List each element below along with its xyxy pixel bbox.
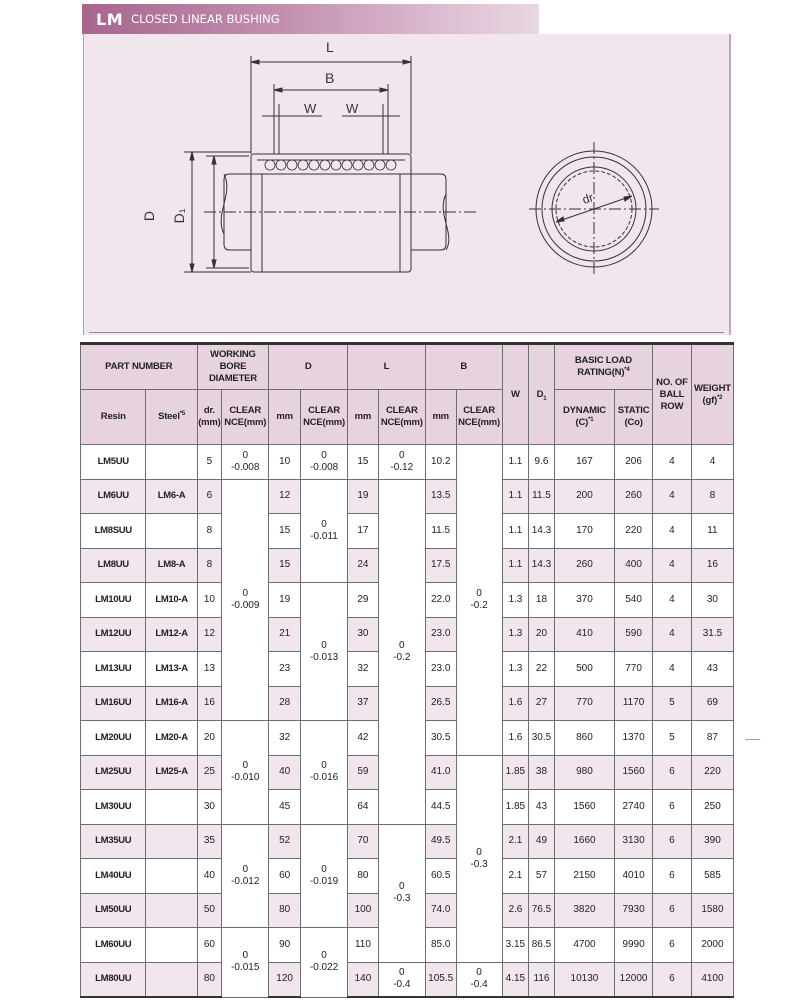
dynamic-load: 200 xyxy=(554,479,614,514)
dynamic-load: 2150 xyxy=(554,859,614,894)
bore-dr: 25 xyxy=(197,755,222,790)
ball-rows: 6 xyxy=(653,755,692,790)
D1-value: 49 xyxy=(529,824,555,859)
static-load: 770 xyxy=(615,652,653,687)
dynamic-load: 770 xyxy=(554,686,614,721)
outer-diameter: 90 xyxy=(269,928,301,963)
bore-dr: 8 xyxy=(197,514,222,549)
resin-part: LM16UU xyxy=(81,686,146,721)
resin-part: LM6UU xyxy=(81,479,146,514)
outer-diameter: 15 xyxy=(269,514,301,549)
header-weight: WEIGHT (gf)$^{*2}$ xyxy=(691,344,733,445)
bore-dr: 80 xyxy=(197,962,222,997)
steel-part xyxy=(146,824,197,859)
W-value: 1.6 xyxy=(502,686,529,721)
B-value: 11.5 xyxy=(425,514,456,549)
bore-tolerance: 0 -0.012 xyxy=(222,824,269,928)
D1-value: 20 xyxy=(529,617,555,652)
length: 42 xyxy=(348,721,379,756)
bore-dr: 12 xyxy=(197,617,222,652)
dynamic-load: 370 xyxy=(554,583,614,618)
resin-part: LM20UU xyxy=(81,721,146,756)
weight: 4 xyxy=(691,445,733,480)
ball-rows: 5 xyxy=(653,721,692,756)
W-value: 1.1 xyxy=(502,548,529,583)
header-resin: Resin xyxy=(81,390,146,445)
W-value: 1.3 xyxy=(502,652,529,687)
D1-value: 27 xyxy=(529,686,555,721)
W-value: 3.15 xyxy=(502,928,529,963)
B-tolerance: 0 -0.3 xyxy=(456,755,502,962)
W-value: 1.85 xyxy=(502,790,529,825)
length: 37 xyxy=(348,686,379,721)
length: 24 xyxy=(348,548,379,583)
series-code: LM xyxy=(96,9,124,29)
resin-part: LM8UU xyxy=(81,548,146,583)
steel-part xyxy=(146,514,197,549)
D-tolerance: 0 -0.011 xyxy=(301,479,348,583)
steel-part xyxy=(146,962,197,997)
ball-rows: 4 xyxy=(653,445,692,480)
header-static: STATIC (Co) xyxy=(615,390,653,445)
outer-diameter: 40 xyxy=(269,755,301,790)
bore-dr: 35 xyxy=(197,824,222,859)
B-value: 17.5 xyxy=(425,548,456,583)
header-basic-load-rating: BASIC LOAD $RATING(N)^{*4}$ xyxy=(554,344,652,390)
label-L: L xyxy=(326,39,334,55)
length: 80 xyxy=(348,859,379,894)
steel-part: LM6-A xyxy=(146,479,197,514)
bore-dr: 30 xyxy=(197,790,222,825)
length: 110 xyxy=(348,928,379,963)
resin-part: LM13UU xyxy=(81,652,146,687)
static-load: 2740 xyxy=(615,790,653,825)
ball-rows: 4 xyxy=(653,514,692,549)
bore-dr: 60 xyxy=(197,928,222,963)
label-D: D xyxy=(141,210,157,222)
L-tolerance: 0 -0.3 xyxy=(378,824,425,962)
resin-part: LM8SUU xyxy=(81,514,146,549)
label-dr: dr xyxy=(580,190,596,207)
static-load: 540 xyxy=(615,583,653,618)
length: 59 xyxy=(348,755,379,790)
dynamic-load: 4700 xyxy=(554,928,614,963)
header-part-number: PART NUMBER xyxy=(81,344,198,390)
bore-dr: 10 xyxy=(197,583,222,618)
D1-value: 116 xyxy=(529,962,555,997)
L-tolerance: 0 -0.4 xyxy=(378,962,425,997)
B-value: 85.0 xyxy=(425,928,456,963)
D-tolerance: 0 -0.013 xyxy=(301,583,348,721)
label-W1: W xyxy=(304,101,317,116)
D-tolerance: 0 -0.022 xyxy=(301,928,348,998)
technical-drawing-panel xyxy=(83,34,731,335)
length: 29 xyxy=(348,583,379,618)
header-bore-clearance: CLEAR NCE(mm) xyxy=(222,390,269,445)
outer-diameter: 10 xyxy=(269,445,301,480)
table-row xyxy=(81,962,734,997)
ball-rows: 4 xyxy=(653,548,692,583)
label-B: B xyxy=(325,70,335,86)
length: 15 xyxy=(348,445,379,480)
dynamic-load: 980 xyxy=(554,755,614,790)
header-L-clearance: CLEAR NCE(mm) xyxy=(378,390,425,445)
steel-part: LM12-A xyxy=(146,617,197,652)
bore-dr: 6 xyxy=(197,479,222,514)
static-load: 220 xyxy=(615,514,653,549)
steel-part: LM20-A xyxy=(146,721,197,756)
L-tolerance: 0 -0.12 xyxy=(378,445,425,480)
length: 32 xyxy=(348,652,379,687)
W-value: 2.1 xyxy=(502,824,529,859)
panel-divider xyxy=(89,332,724,333)
weight: 585 xyxy=(691,859,733,894)
static-load: 1370 xyxy=(615,721,653,756)
static-load: 400 xyxy=(615,548,653,583)
length: 30 xyxy=(348,617,379,652)
outer-diameter: 21 xyxy=(269,617,301,652)
bore-dr: 5 xyxy=(197,445,222,480)
D1-value: 22 xyxy=(529,652,555,687)
outer-diameter: 45 xyxy=(269,790,301,825)
header-D-mm: mm xyxy=(269,390,301,445)
header-D-clearance: CLEAR NCE(mm) xyxy=(301,390,348,445)
header-L-mm: mm xyxy=(348,390,379,445)
header-steel: Steel$^{*5}$ xyxy=(146,390,197,445)
dynamic-load: 167 xyxy=(554,445,614,480)
static-load: 4010 xyxy=(615,859,653,894)
B-value: 44.5 xyxy=(425,790,456,825)
outer-diameter: 32 xyxy=(269,721,301,756)
weight: 1580 xyxy=(691,893,733,928)
weight: 69 xyxy=(691,686,733,721)
steel-part: LM8-A xyxy=(146,548,197,583)
header-B-mm: mm xyxy=(425,390,456,445)
header-no-of-ball-row: NO. OF BALL ROW xyxy=(653,344,692,445)
label-D1: D₁ xyxy=(171,208,187,224)
W-value: 2.1 xyxy=(502,859,529,894)
weight: 30 xyxy=(691,583,733,618)
ball-rows: 4 xyxy=(653,583,692,618)
table-row xyxy=(81,824,734,859)
weight: 87 xyxy=(691,721,733,756)
W-value: 1.1 xyxy=(502,514,529,549)
ball-rows: 4 xyxy=(653,617,692,652)
W-value: 1.3 xyxy=(502,583,529,618)
steel-part: LM16-A xyxy=(146,686,197,721)
ball-rows: 6 xyxy=(653,859,692,894)
weight: 8 xyxy=(691,479,733,514)
length: 17 xyxy=(348,514,379,549)
length: 19 xyxy=(348,479,379,514)
dynamic-load: 170 xyxy=(554,514,614,549)
header-B: B xyxy=(425,344,502,390)
outer-diameter: 23 xyxy=(269,652,301,687)
W-value: 1.6 xyxy=(502,721,529,756)
steel-part xyxy=(146,790,197,825)
weight: 4100 xyxy=(691,962,733,997)
B-value: 74.0 xyxy=(425,893,456,928)
dynamic-load: 1660 xyxy=(554,824,614,859)
B-value: 13.5 xyxy=(425,479,456,514)
bore-dr: 40 xyxy=(197,859,222,894)
dynamic-load: 860 xyxy=(554,721,614,756)
ball-rows: 4 xyxy=(653,479,692,514)
weight: 220 xyxy=(691,755,733,790)
D-tolerance: 0 -0.019 xyxy=(301,824,348,928)
header-dr-mm: dr. (mm) xyxy=(197,390,222,445)
table-row xyxy=(81,479,734,514)
steel-part xyxy=(146,893,197,928)
table-row xyxy=(81,445,734,480)
header-B-clearance: CLEAR NCE(mm) xyxy=(456,390,502,445)
ball-rows: 6 xyxy=(653,962,692,997)
D1-value: 14.3 xyxy=(529,548,555,583)
ball-rows: 6 xyxy=(653,893,692,928)
W-value: 1.1 xyxy=(502,479,529,514)
outer-diameter: 28 xyxy=(269,686,301,721)
D1-value: 57 xyxy=(529,859,555,894)
bore-dr: 13 xyxy=(197,652,222,687)
header-D1: $D_1$ xyxy=(529,344,555,445)
ball-rows: 6 xyxy=(653,928,692,963)
B-value: 30.5 xyxy=(425,721,456,756)
outer-diameter: 12 xyxy=(269,479,301,514)
D-tolerance: 0 -0.008 xyxy=(301,445,348,480)
length: 100 xyxy=(348,893,379,928)
static-load: 7930 xyxy=(615,893,653,928)
ball-rows: 6 xyxy=(653,824,692,859)
D1-value: 86.5 xyxy=(529,928,555,963)
D1-value: 43 xyxy=(529,790,555,825)
dynamic-load: 500 xyxy=(554,652,614,687)
header-W: W xyxy=(502,344,529,445)
steel-part: LM25-A xyxy=(146,755,197,790)
dynamic-load: 3820 xyxy=(554,893,614,928)
B-value: 22.0 xyxy=(425,583,456,618)
resin-part: LM35UU xyxy=(81,824,146,859)
B-value: 41.0 xyxy=(425,755,456,790)
bore-dr: 16 xyxy=(197,686,222,721)
B-tolerance: 0 -0.4 xyxy=(456,962,502,997)
B-value: 60.5 xyxy=(425,859,456,894)
weight: 2000 xyxy=(691,928,733,963)
ball-rows: 5 xyxy=(653,686,692,721)
resin-part: LM60UU xyxy=(81,928,146,963)
series-name: CLOSED LINEAR BUSHING xyxy=(131,12,280,26)
dynamic-load: 410 xyxy=(554,617,614,652)
B-tolerance: 0 -0.2 xyxy=(456,445,502,756)
outer-diameter: 120 xyxy=(269,962,301,997)
resin-part: LM5UU xyxy=(81,445,146,480)
steel-part xyxy=(146,928,197,963)
header-L: L xyxy=(348,344,426,390)
bushing-drawing-icon xyxy=(84,34,729,335)
outer-diameter: 60 xyxy=(269,859,301,894)
bore-dr: 8 xyxy=(197,548,222,583)
steel-part xyxy=(146,859,197,894)
header-working-bore-diameter: WORKING BORE DIAMETER xyxy=(197,344,269,390)
resin-part: LM10UU xyxy=(81,583,146,618)
W-value: 1.1 xyxy=(502,445,529,480)
static-load: 260 xyxy=(615,479,653,514)
D1-value: 18 xyxy=(529,583,555,618)
bore-tolerance: 0 -0.010 xyxy=(222,721,269,825)
resin-part: LM25UU xyxy=(81,755,146,790)
length: 140 xyxy=(348,962,379,997)
static-load: 12000 xyxy=(615,962,653,997)
D-tolerance: 0 -0.016 xyxy=(301,721,348,825)
section-title-bar xyxy=(82,4,539,34)
dynamic-load: 10130 xyxy=(554,962,614,997)
outer-diameter: 80 xyxy=(269,893,301,928)
resin-part: LM80UU xyxy=(81,962,146,997)
static-load: 9990 xyxy=(615,928,653,963)
weight: 250 xyxy=(691,790,733,825)
resin-part: LM12UU xyxy=(81,617,146,652)
outer-diameter: 19 xyxy=(269,583,301,618)
steel-part: LM13-A xyxy=(146,652,197,687)
ball-rows: 6 xyxy=(653,790,692,825)
outer-diameter: 15 xyxy=(269,548,301,583)
static-load: 3130 xyxy=(615,824,653,859)
weight: 390 xyxy=(691,824,733,859)
static-load: 1560 xyxy=(615,755,653,790)
B-value: 49.5 xyxy=(425,824,456,859)
bore-tolerance: 0 -0.009 xyxy=(222,479,269,721)
weight: 11 xyxy=(691,514,733,549)
steel-part: LM10-A xyxy=(146,583,197,618)
D1-value: 30.5 xyxy=(529,721,555,756)
B-value: 23.0 xyxy=(425,617,456,652)
B-value: 10.2 xyxy=(425,445,456,480)
static-load: 1170 xyxy=(615,686,653,721)
bore-dr: 50 xyxy=(197,893,222,928)
W-value: 4.15 xyxy=(502,962,529,997)
header-dynamic: DYNAMIC $(C)^{*1}$ xyxy=(554,390,614,445)
D1-value: 11.5 xyxy=(529,479,555,514)
W-value: 1.85 xyxy=(502,755,529,790)
bore-tolerance: 0 -0.008 xyxy=(222,445,269,480)
D1-value: 9.6 xyxy=(529,445,555,480)
dynamic-load: 1560 xyxy=(554,790,614,825)
B-value: 105.5 xyxy=(425,962,456,997)
W-value: 2.6 xyxy=(502,893,529,928)
steel-part xyxy=(146,445,197,480)
length: 64 xyxy=(348,790,379,825)
weight: 43 xyxy=(691,652,733,687)
D1-value: 38 xyxy=(529,755,555,790)
length: 70 xyxy=(348,824,379,859)
D1-value: 76.5 xyxy=(529,893,555,928)
static-load: 206 xyxy=(615,445,653,480)
label-W2: W xyxy=(346,101,359,116)
bore-dr: 20 xyxy=(197,721,222,756)
resin-part: LM30UU xyxy=(81,790,146,825)
page-marker-dash xyxy=(745,739,760,740)
weight: 31.5 xyxy=(691,617,733,652)
specification-table xyxy=(80,342,734,998)
W-value: 1.3 xyxy=(502,617,529,652)
L-tolerance: 0 -0.2 xyxy=(378,479,425,824)
D1-value: 14.3 xyxy=(529,514,555,549)
bore-tolerance: 0 -0.015 xyxy=(222,928,269,998)
resin-part: LM50UU xyxy=(81,893,146,928)
resin-part: LM40UU xyxy=(81,859,146,894)
static-load: 590 xyxy=(615,617,653,652)
ball-rows: 4 xyxy=(653,652,692,687)
B-value: 23.0 xyxy=(425,652,456,687)
B-value: 26.5 xyxy=(425,686,456,721)
weight: 16 xyxy=(691,548,733,583)
header-D: D xyxy=(269,344,348,390)
dynamic-load: 260 xyxy=(554,548,614,583)
outer-diameter: 52 xyxy=(269,824,301,859)
